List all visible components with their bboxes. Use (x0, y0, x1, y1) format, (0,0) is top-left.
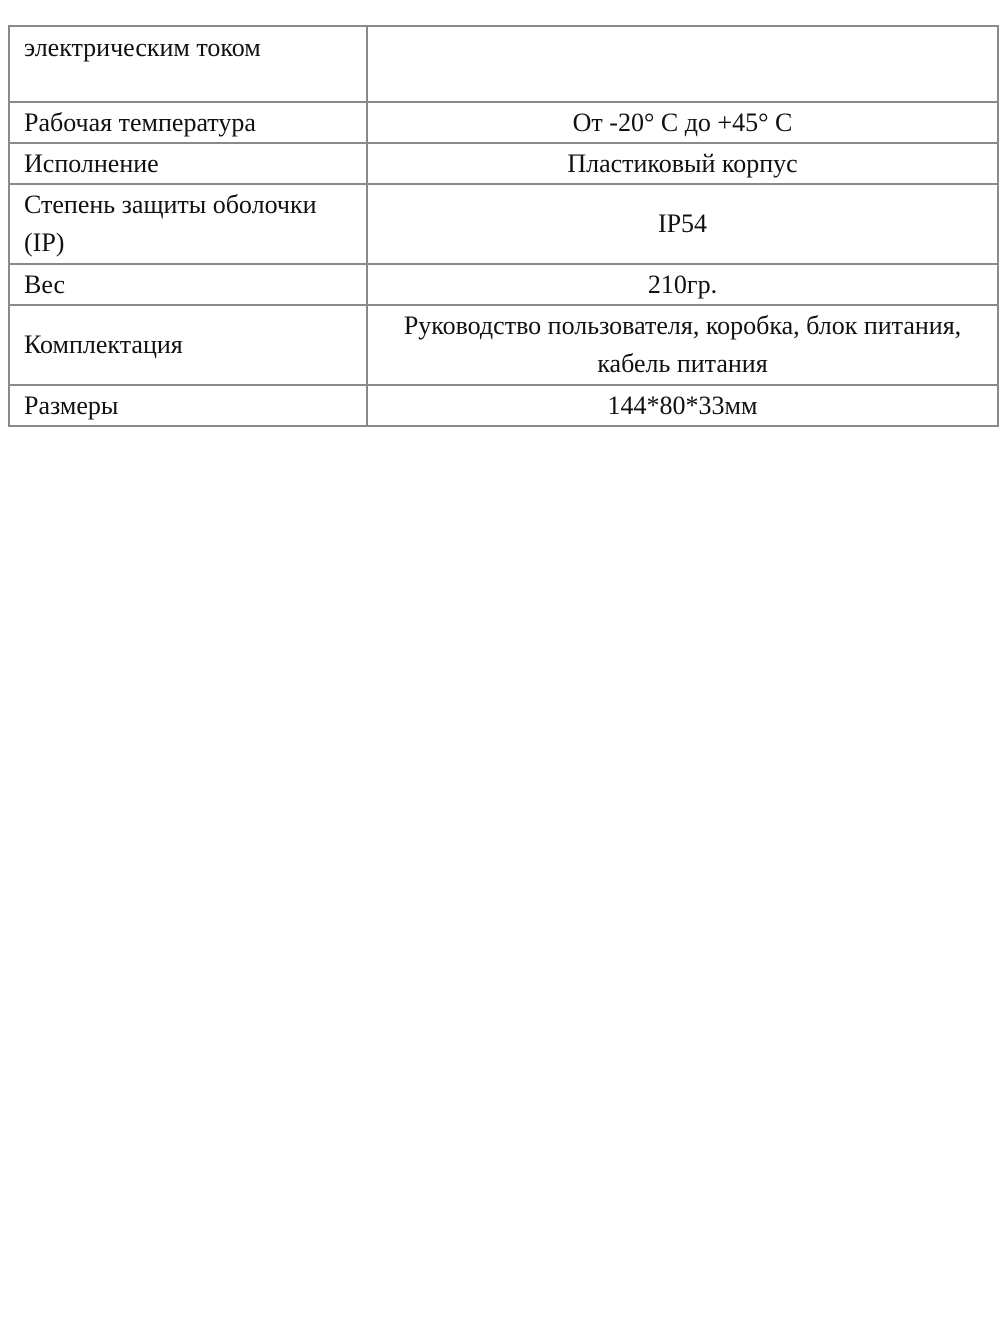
table-row-execution (9, 143, 998, 184)
value-cell: 210гр. (367, 264, 998, 305)
table-row-weight (9, 264, 998, 305)
value-cell: От -20° С до +45° С (367, 102, 998, 143)
table-row-continuation (9, 26, 998, 102)
table-row-protection-degree (9, 184, 998, 264)
value-cell: 144*80*33мм (367, 385, 998, 426)
param-cell: Размеры (9, 385, 367, 426)
table-row-package-contents (9, 305, 998, 385)
param-cell: электрическим током (9, 26, 367, 102)
table-row-dimensions (9, 385, 998, 426)
table-row-working-temperature (9, 102, 998, 143)
value-cell (367, 26, 998, 102)
value-cell: Руководство пользователя, коробка, блок питания, кабель питания (367, 305, 998, 385)
value-cell: Пластиковый корпус (367, 143, 998, 184)
param-cell: Степень защиты оболочки (IP) (9, 184, 367, 264)
param-cell: Рабочая температура (9, 102, 367, 143)
param-cell: Вес (9, 264, 367, 305)
param-cell: Комплектация (9, 305, 367, 385)
param-cell: Исполнение (9, 143, 367, 184)
spec-table (8, 25, 999, 427)
value-cell: IP54 (367, 184, 998, 264)
